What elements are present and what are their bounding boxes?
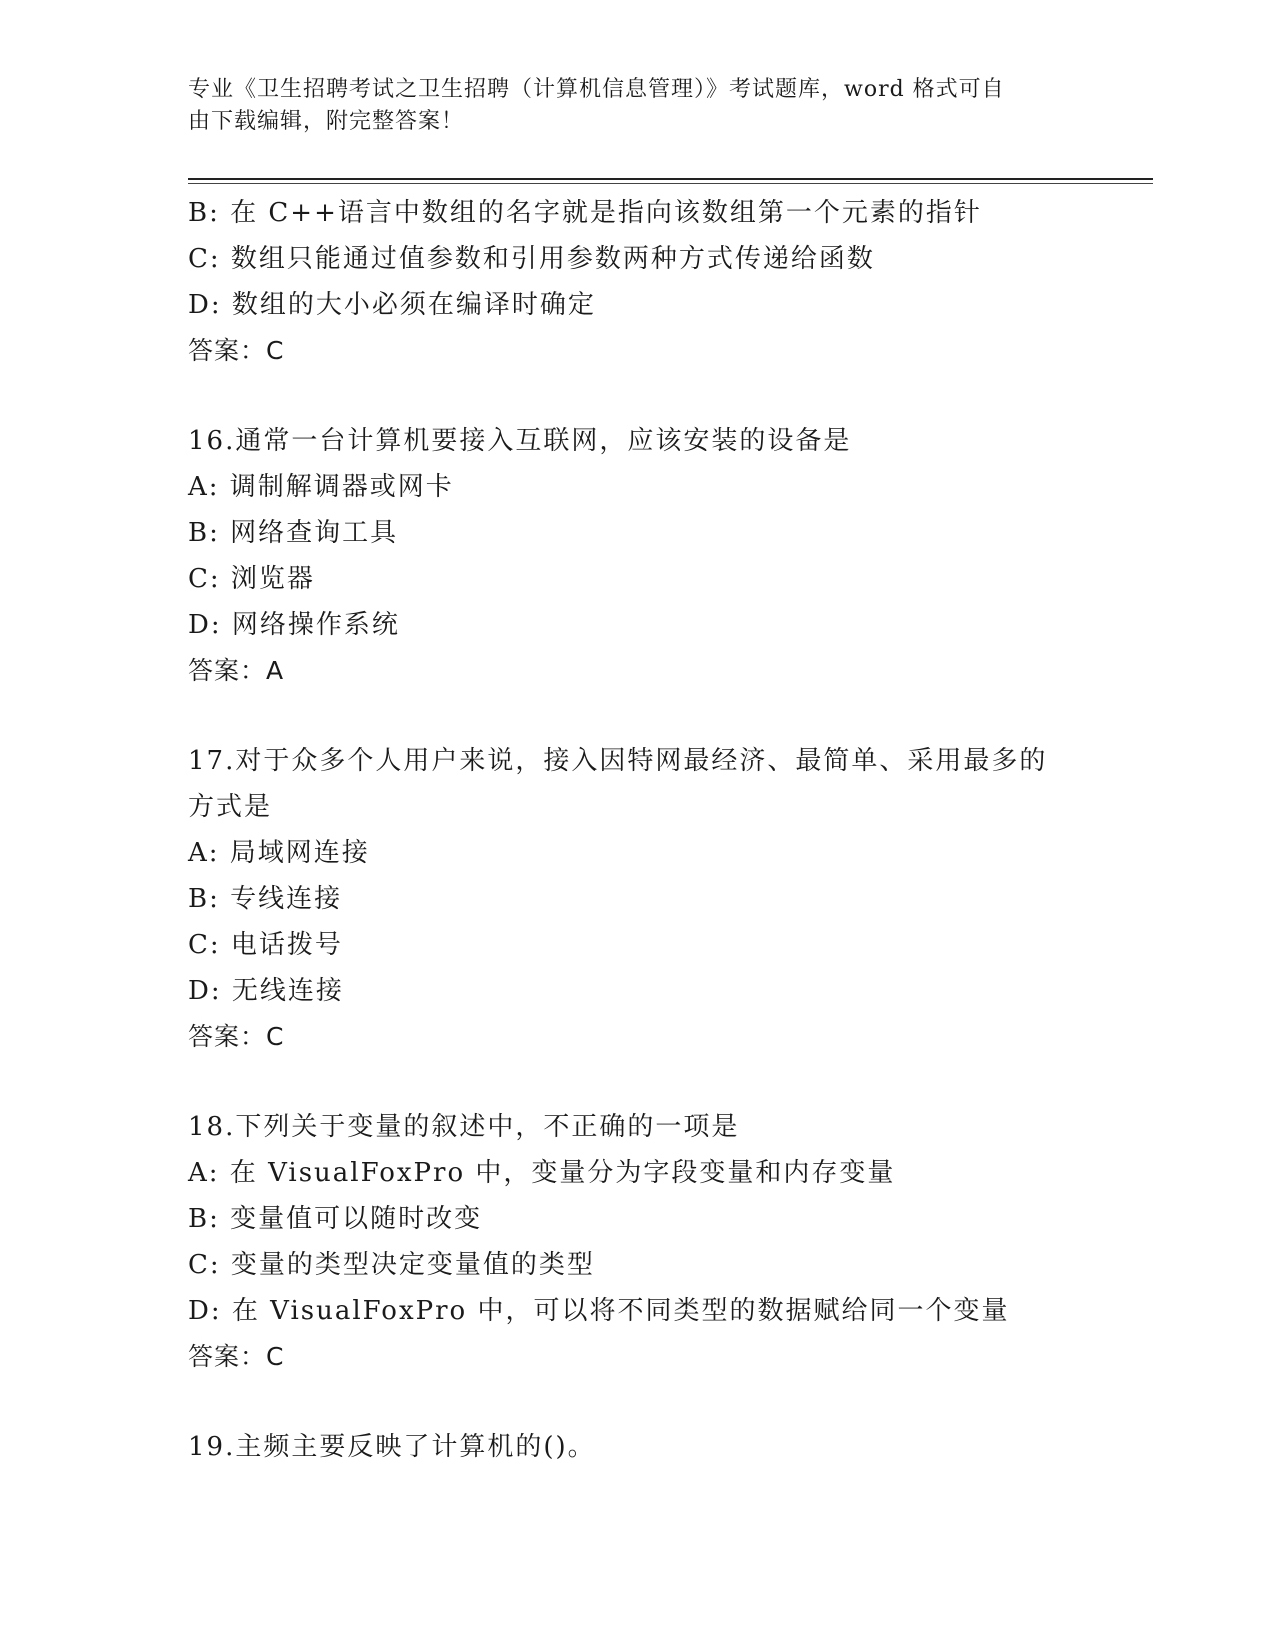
q16-option-a: A: 调制解调器或网卡: [188, 472, 454, 502]
q16-option-d: D: 网络操作系统: [188, 610, 400, 640]
document-header: [188, 74, 1088, 138]
header-rule-thin: [188, 183, 1153, 184]
spacer: [188, 694, 1088, 738]
q17-option-b: B: 专线连接: [188, 884, 343, 914]
q15-answer: 答案：C: [188, 336, 285, 365]
q17-option-a: A: 局域网连接: [188, 838, 370, 868]
q18-option-c: C: 变量的类型决定变量值的类型: [188, 1250, 595, 1280]
question-17-block: [188, 738, 1088, 1060]
q15-option-b: B: 在 C++语言中数组的名字就是指向该数组第一个元素的指针: [188, 198, 982, 228]
q17-answer: 答案：C: [188, 1022, 285, 1051]
q17-question-line-1: 17.对于众多个人用户来说，接入因特网最经济、最简单、采用最多的: [188, 746, 1048, 776]
question-15-block: [188, 190, 1088, 374]
q18-question: 18.下列关于变量的叙述中，不正确的一项是: [188, 1112, 740, 1142]
question-list: [188, 190, 1088, 1470]
spacer: [188, 374, 1088, 418]
header-line-2: 由下载编辑，附完整答案！: [188, 109, 465, 134]
q17-option-d: D: 无线连接: [188, 976, 344, 1006]
spacer: [188, 1380, 1088, 1424]
q18-option-a: A: 在 VisualFoxPro 中，变量分为字段变量和内存变量: [188, 1158, 896, 1188]
q18-answer: 答案：C: [188, 1342, 285, 1371]
q18-option-d: D: 在 VisualFoxPro 中，可以将不同类型的数据赋给同一个变量: [188, 1296, 1010, 1326]
spacer: [188, 1060, 1088, 1104]
question-16-block: [188, 418, 1088, 694]
q17-question-line-2: 方式是: [188, 792, 273, 822]
header-rule-thick: [188, 178, 1153, 180]
header-line-1: 专业《卫生招聘考试之卫生招聘（计算机信息管理）》考试题库，word 格式可自: [188, 77, 1005, 102]
question-19-block: [188, 1424, 1088, 1470]
q16-question: 16.通常一台计算机要接入互联网，应该安装的设备是: [188, 426, 852, 456]
q15-option-c: C: 数组只能通过值参数和引用参数两种方式传递给函数: [188, 244, 875, 274]
q15-option-d: D: 数组的大小必须在编译时确定: [188, 290, 596, 320]
q18-option-b: B: 变量值可以随时改变: [188, 1204, 483, 1234]
question-18-block: [188, 1104, 1088, 1380]
q17-option-c: C: 电话拨号: [188, 930, 343, 960]
q16-option-c: C: 浏览器: [188, 564, 315, 594]
q19-question: 19.主频主要反映了计算机的()。: [188, 1432, 596, 1462]
q16-answer: 答案：A: [188, 656, 285, 685]
q16-option-b: B: 网络查询工具: [188, 518, 399, 548]
